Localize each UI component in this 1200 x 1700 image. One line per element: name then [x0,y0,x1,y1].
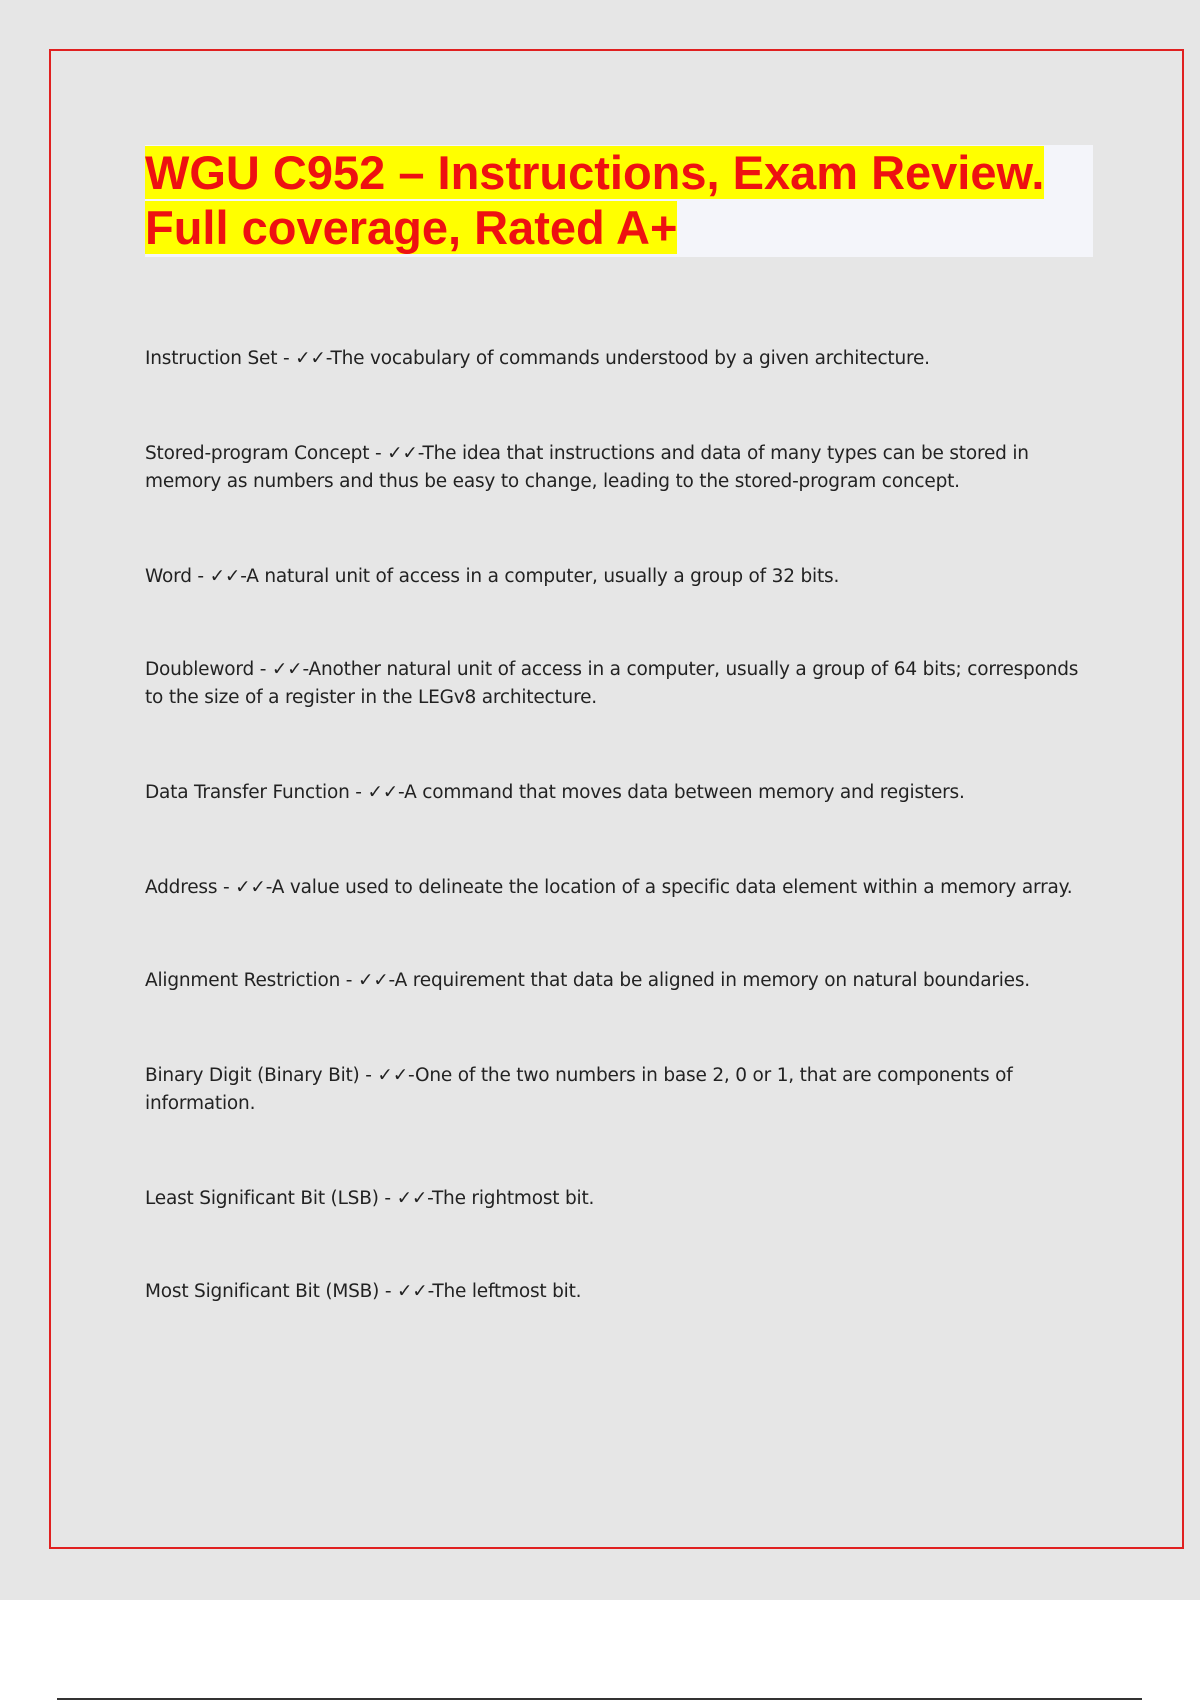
definition-entry: Word - ✓✓-A natural unit of access in a computer, usually a group of 32 bits. [145,566,840,587]
definition-entry: Address - ✓✓-A value used to delineate the location of a specific data element within a memory array. [145,877,1073,898]
definition-entry: Stored-program Concept - ✓✓-The idea that instructions and data of many types can be stored in memory as numbers and thus be easy to change, leading to the stored-program concept. [145,443,1029,492]
definition-entry: Least Significant Bit (LSB) - ✓✓-The rightmost bit. [145,1188,595,1209]
document-title [145,145,1093,255]
title-line-2: Full coverage, Rated A+ [145,201,678,254]
definition-entry: Most Significant Bit (MSB) - ✓✓-The leftmost bit. [145,1281,582,1302]
definition-entry: Binary Digit (Binary Bit) - ✓✓-One of the two numbers in base 2, 0 or 1, that are components of information. [145,1065,1013,1114]
definition-entry: Doubleword - ✓✓-Another natural unit of access in a computer, usually a group of 64 bits; corresponds to the size of a register in the LEGv8 architecture. [145,659,1079,708]
title-block [145,145,1093,257]
definition-entry: Alignment Restriction - ✓✓-A requirement that data be aligned in memory on natural boundaries. [145,970,1030,991]
title-line-1: WGU C952 – Instructions, Exam Review. [145,146,1045,199]
definition-entry: Instruction Set - ✓✓-The vocabulary of commands understood by a given architecture. [145,348,930,369]
definition-entry: Data Transfer Function - ✓✓-A command that moves data between memory and registers. [145,782,965,803]
